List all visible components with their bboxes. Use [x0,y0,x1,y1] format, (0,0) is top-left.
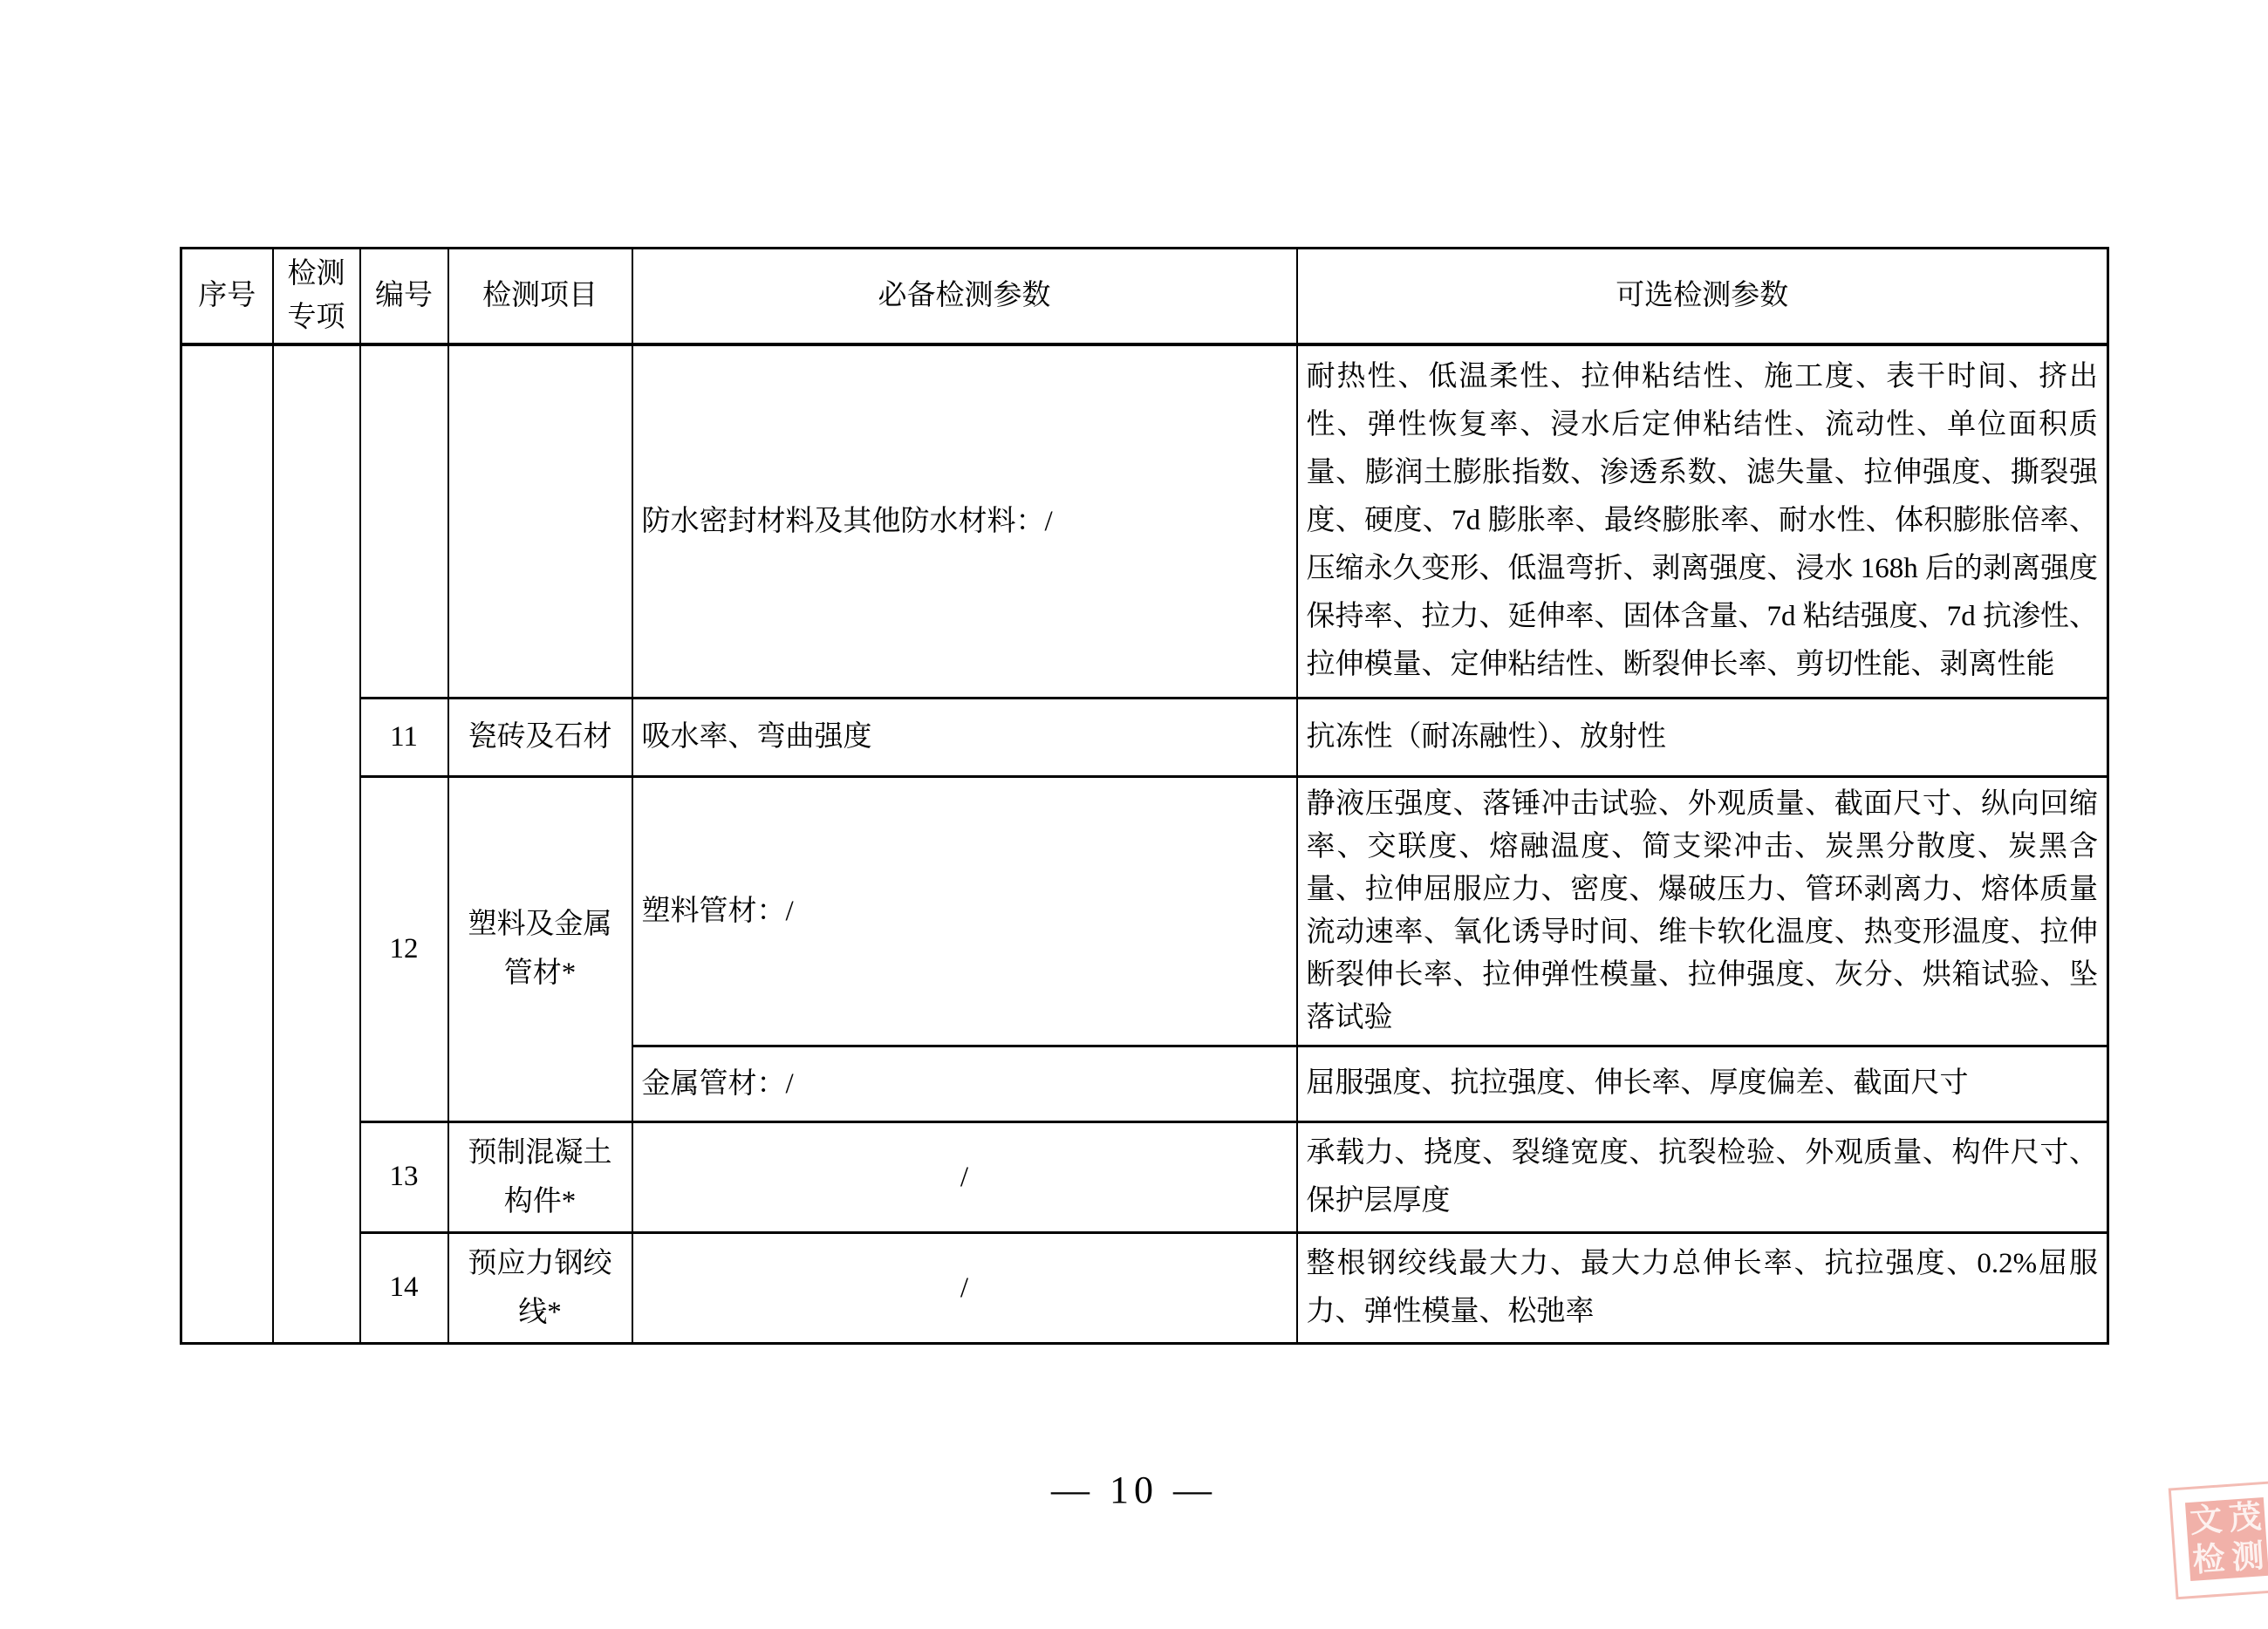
table-row [181,776,2108,1046]
header-bianhao: 编号 [360,249,448,345]
kexuan-cell: 抗冻性（耐冻融性）、放射性 [1297,698,2108,776]
page-number: — 10 — [1051,1469,1217,1511]
xiangmu-cell: 瓷砖及石材 [448,698,632,776]
bianhao-cell: 13 [360,1121,448,1232]
xuhao-merged-cell [181,344,273,1343]
seal-char: 测 [2230,1538,2265,1577]
xiangmu-cell: 预制混凝土构件* [448,1121,632,1232]
kexuan-cell: 整根钢绞线最大力、最大力总伸长率、抗拉强度、0.2%屈服力、弹性模量、松弛率 [1297,1232,2108,1343]
seal-body [2185,1497,2268,1581]
bibei-cell: 塑料管材：/ [632,776,1297,1046]
table-row [181,1121,2108,1232]
table-row [181,344,2108,698]
table-row [181,1232,2108,1343]
bibei-cell: / [632,1121,1297,1232]
bianhao-cell: 11 [360,698,448,776]
zhuanxiang-merged-cell [273,344,360,1343]
table-header-row [181,249,2108,345]
header-kexuan: 可选检测参数 [1297,249,2108,345]
seal-char: 茂 [2227,1499,2263,1537]
seal-char: 检 [2191,1541,2227,1579]
xiangmu-cell: 塑料及金属管材* [448,776,632,1121]
seal-char: 文 [2189,1502,2224,1540]
header-xiangmu: 检测项目 [448,249,632,345]
header-xuhao: 序号 [181,249,273,345]
header-bibei: 必备检测参数 [632,249,1297,345]
xiangmu-cell [448,344,632,698]
company-seal [2169,1472,2268,1629]
bibei-cell: 吸水率、弯曲强度 [632,698,1297,776]
table-row [181,698,2108,776]
kexuan-cell: 承载力、挠度、裂缝宽度、抗裂检验、外观质量、构件尺寸、保护层厚度 [1297,1121,2108,1232]
bianhao-cell: 12 [360,776,448,1121]
bibei-cell: / [632,1232,1297,1343]
bianhao-cell: 14 [360,1232,448,1343]
kexuan-cell: 耐热性、低温柔性、拉伸粘结性、施工度、表干时间、挤出性、弹性恢复率、浸水后定伸粘结性、流动性、单位面积质量、膨润土膨胀指数、渗透系数、滤失量、拉伸强度、撕裂强度、硬度、7d 膨胀率、最终膨胀率、耐水性、体积膨胀倍率、压缩永久变形、低温弯折、剥离强度、浸水 168h 后的剥离强度保持率、拉力、延伸率、固体含量、7d 粘结强度、7d 抗渗性、拉伸模量、定伸粘结性、断裂伸长率、剪切性能、剥离性能 [1297,344,2108,698]
bianhao-cell [360,344,448,698]
inspection-parameters-table [180,247,2109,1345]
bibei-cell: 金属管材：/ [632,1046,1297,1121]
header-zhuanxiang: 检测专项 [273,249,360,345]
kexuan-cell: 屈服强度、抗拉强度、伸长率、厚度偏差、截面尺寸 [1297,1046,2108,1121]
bibei-cell: 防水密封材料及其他防水材料：/ [632,344,1297,698]
kexuan-cell: 静液压强度、落锤冲击试验、外观质量、截面尺寸、纵向回缩率、交联度、熔融温度、简支梁冲击、炭黑分散度、炭黑含量、拉伸屈服应力、密度、爆破压力、管环剥离力、熔体质量流动速率、氧化诱导时间、维卡软化温度、热变形温度、拉伸断裂伸长率、拉伸弹性模量、拉伸强度、灰分、烘箱试验、坠落试验 [1297,776,2108,1046]
xiangmu-cell: 预应力钢绞线* [448,1232,632,1343]
